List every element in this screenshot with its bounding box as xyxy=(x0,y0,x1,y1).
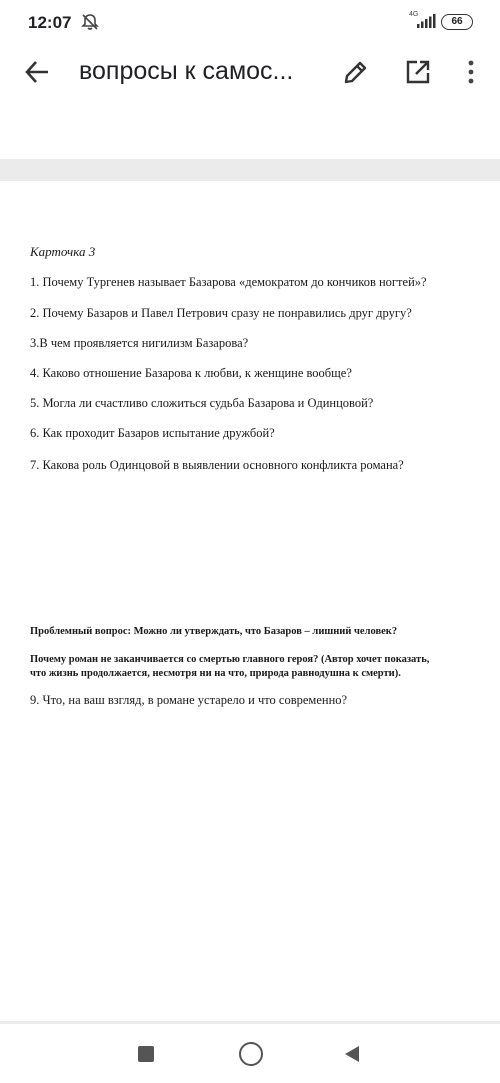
question-1: 1. Почему Тургенев называет Базарова «демократом до кончиков ногтей»? xyxy=(30,275,427,289)
question-6: 6. Как проходит Базаров испытание дружбой? xyxy=(30,426,275,440)
home-circle-icon[interactable] xyxy=(239,1042,263,1066)
back-arrow-icon[interactable] xyxy=(22,57,52,87)
back-triangle-icon[interactable] xyxy=(344,1045,360,1063)
card-title: Карточка 3 xyxy=(30,244,96,259)
status-bar xyxy=(0,0,500,44)
battery-icon: 66 xyxy=(441,14,473,30)
question-9: 9. Что, на ваш взгляд, в романе устарело и что современно? xyxy=(30,693,348,707)
document-title: вопросы к самос... xyxy=(79,57,294,85)
app-bar xyxy=(0,44,500,102)
system-nav-bar xyxy=(0,1024,500,1083)
ending-question-line-2: что жизнь продолжается, несмотря ни на что, природа равнодушна к смерти). xyxy=(30,668,401,679)
status-time: 12:07 xyxy=(28,13,72,32)
edit-pencil-icon[interactable] xyxy=(342,58,370,86)
recents-square-icon[interactable] xyxy=(138,1046,154,1062)
network-type-label: 4G xyxy=(409,11,419,18)
more-vert-icon[interactable] xyxy=(461,58,481,86)
document-page xyxy=(0,181,500,1021)
question-5: 5. Могла ли счастливо сложиться судьба Базарова и Одинцовой? xyxy=(30,396,374,410)
question-3: 3.В чем проявляется нигилизм Базарова? xyxy=(30,336,249,350)
page-separator xyxy=(0,159,500,181)
ending-question-line-1: Почему роман не заканчивается со смертью главного героя? (Автор хочет показать, xyxy=(30,654,430,665)
question-2: 2. Почему Базаров и Павел Петрович сразу не понравились друг другу? xyxy=(30,306,412,320)
question-7: 7. Какова роль Одинцовой в выявлении основного конфликта романа? xyxy=(30,458,404,472)
question-4: 4. Каково отношение Базарова к любви, к женщине вообще? xyxy=(30,366,352,380)
problem-question: Проблемный вопрос: Можно ли утверждать, что Базаров – лишний человек? xyxy=(30,626,398,637)
open-external-icon[interactable] xyxy=(404,58,432,86)
signal-icon xyxy=(416,14,436,28)
mute-icon xyxy=(80,12,100,32)
